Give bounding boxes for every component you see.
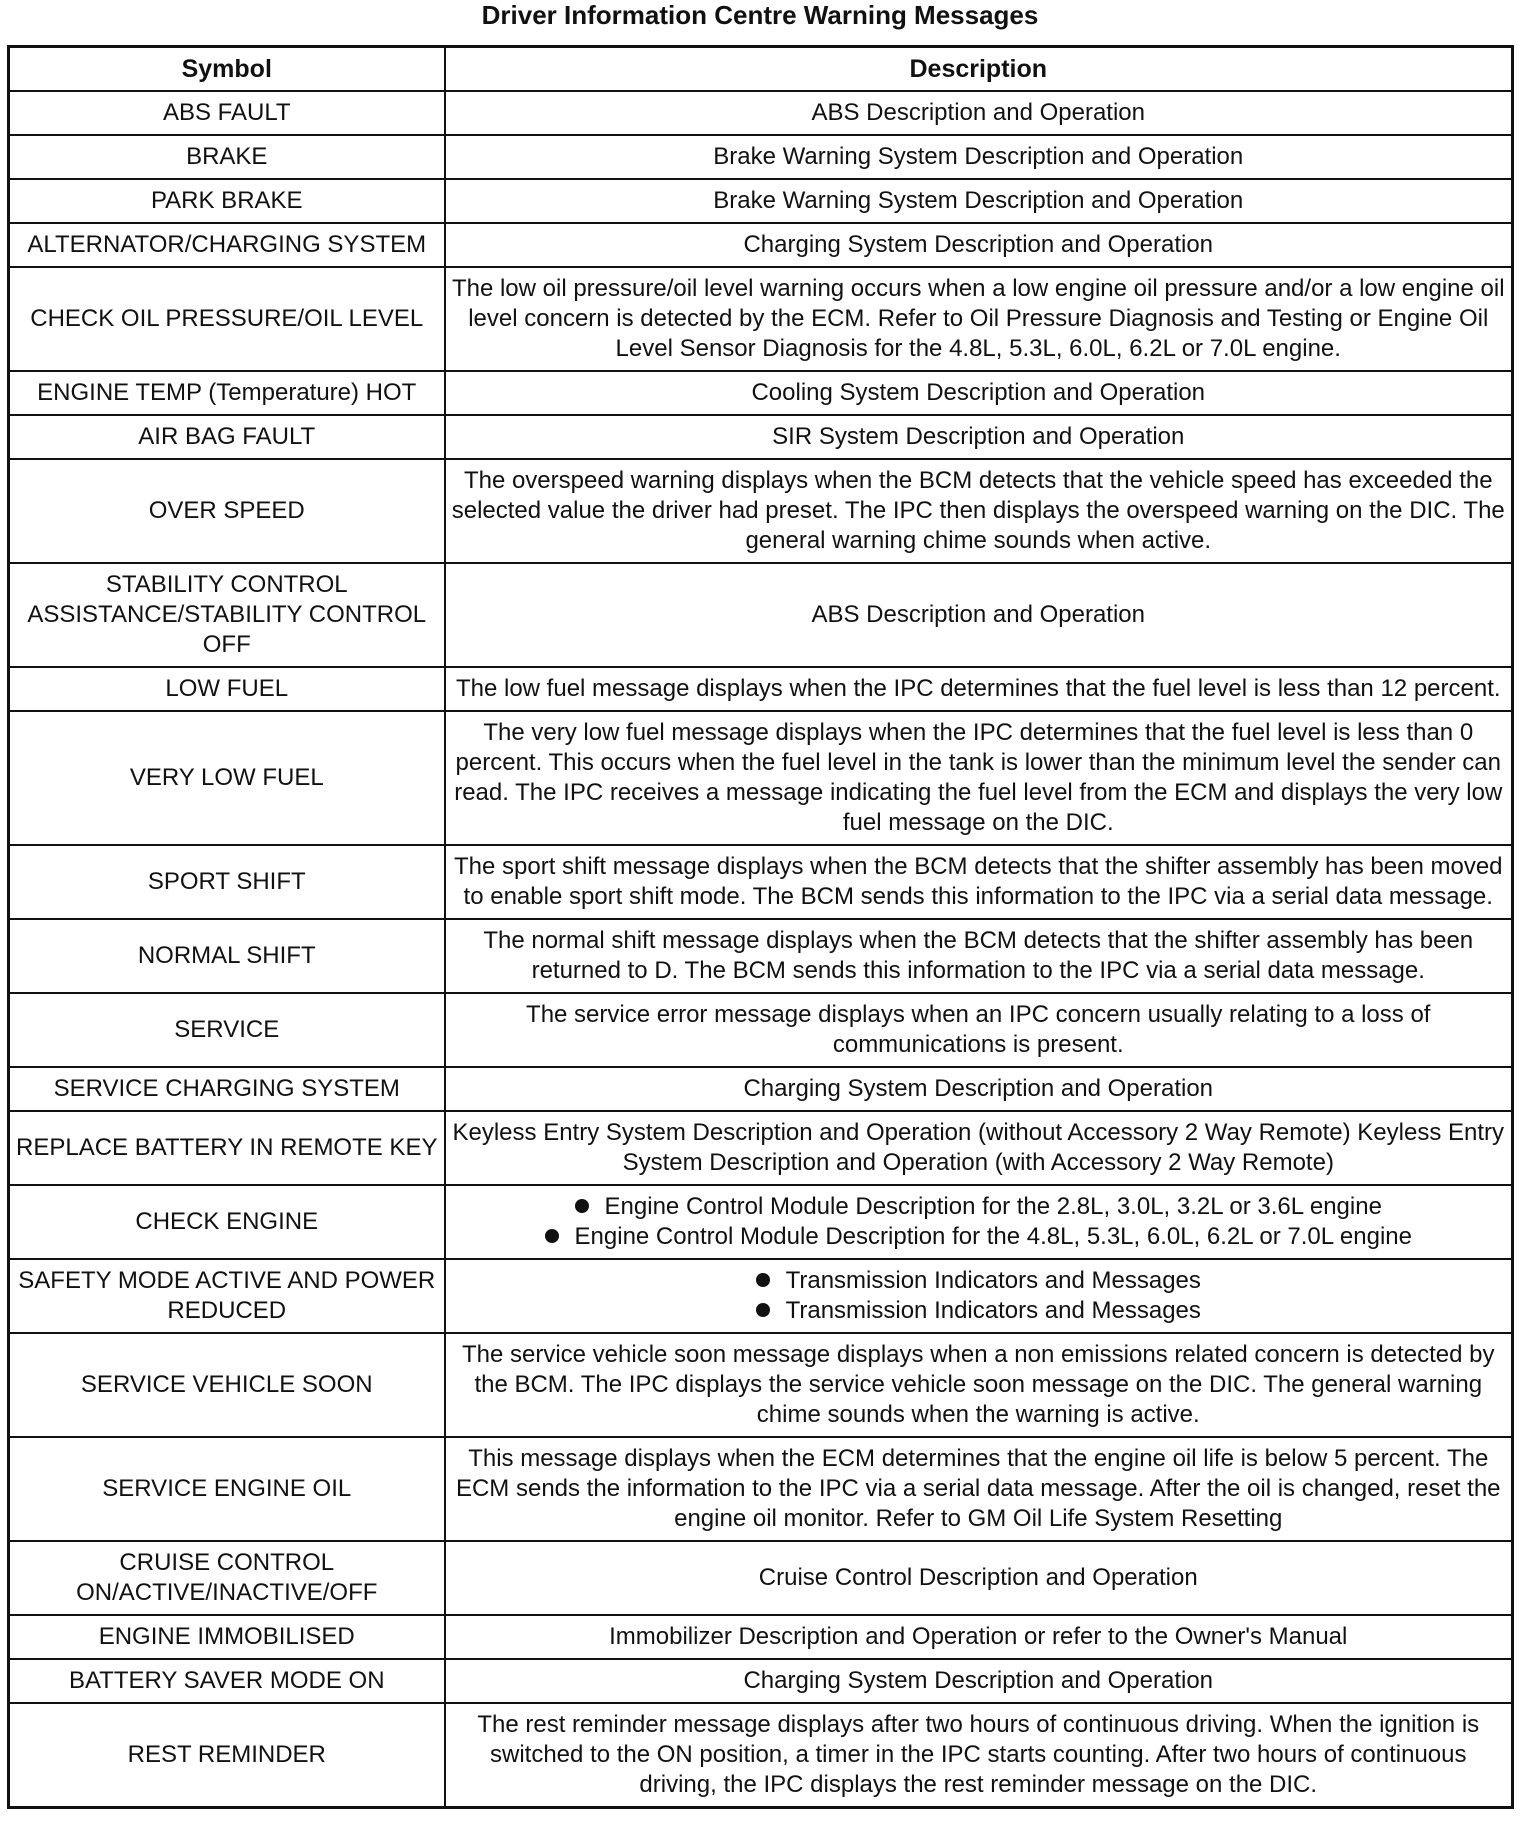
table-row	[9, 845, 1513, 919]
symbol-cell: PARK BRAKE	[9, 179, 445, 223]
bullet-list	[452, 1266, 1506, 1326]
bullet-icon	[756, 1303, 770, 1317]
symbol-cell: ABS FAULT	[9, 91, 445, 135]
table-row	[9, 91, 1513, 135]
table-row	[9, 135, 1513, 179]
symbol-cell: REPLACE BATTERY IN REMOTE KEY	[9, 1111, 445, 1185]
bullet-text: Engine Control Module Description for the 4.8L, 5.3L, 6.0L, 6.2L or 7.0L engine	[574, 1223, 1412, 1250]
table-row	[9, 1659, 1513, 1703]
description-cell	[445, 1259, 1513, 1333]
bullet-text: Transmission Indicators and Messages	[785, 1267, 1201, 1294]
table-row	[9, 1703, 1513, 1808]
description-cell: The low fuel message displays when the IPC determines that the fuel level is less than 12 percent.	[445, 667, 1513, 711]
symbol-cell: ENGINE IMMOBILISED	[9, 1615, 445, 1659]
table-row	[9, 1111, 1513, 1185]
table-row	[9, 919, 1513, 993]
description-cell: Charging System Description and Operation	[445, 1067, 1513, 1111]
symbol-cell: NORMAL SHIFT	[9, 919, 445, 993]
description-cell: This message displays when the ECM determines that the engine oil life is below 5 percent. The ECM sends the information to the IPC via a serial data message. After the oil is changed, reset the engine oil monitor. Refer to GM Oil Life System Resetting	[445, 1437, 1513, 1541]
symbol-cell: STABILITY CONTROL ASSISTANCE/STABILITY CONTROL OFF	[9, 563, 445, 667]
table-row	[9, 1615, 1513, 1659]
symbol-cell: SERVICE VEHICLE SOON	[9, 1333, 445, 1437]
bullet-text: Transmission Indicators and Messages	[785, 1297, 1201, 1324]
bullet-item	[452, 1192, 1506, 1222]
table-row	[9, 179, 1513, 223]
description-cell: The service vehicle soon message displays when a non emissions related concern is detected by the BCM. The IPC displays the service vehicle soon message on the DIC. The general warning chime sounds when the warning is active.	[445, 1333, 1513, 1437]
description-cell: ABS Description and Operation	[445, 91, 1513, 135]
table-row	[9, 563, 1513, 667]
bullet-item	[452, 1296, 1506, 1326]
symbol-cell: SERVICE ENGINE OIL	[9, 1437, 445, 1541]
description-cell	[445, 1185, 1513, 1259]
symbol-cell: CHECK OIL PRESSURE/OIL LEVEL	[9, 267, 445, 371]
bullet-text: Engine Control Module Description for the 2.8L, 3.0L, 3.2L or 3.6L engine	[604, 1193, 1382, 1220]
table-title: Driver Information Centre Warning Messages	[481, 0, 1039, 30]
bullet-item	[452, 1266, 1506, 1296]
bullet-icon	[756, 1273, 770, 1287]
symbol-cell: LOW FUEL	[9, 667, 445, 711]
description-cell: Cooling System Description and Operation	[445, 371, 1513, 415]
description-cell: Charging System Description and Operation	[445, 223, 1513, 267]
symbol-cell: AIR BAG FAULT	[9, 415, 445, 459]
symbol-cell: SERVICE CHARGING SYSTEM	[9, 1067, 445, 1111]
table-row	[9, 667, 1513, 711]
description-cell: Brake Warning System Description and Operation	[445, 179, 1513, 223]
table-row	[9, 711, 1513, 845]
bullet-item	[452, 1222, 1506, 1252]
warning-messages-table	[7, 45, 1514, 1809]
table-row	[9, 1259, 1513, 1333]
table-row	[9, 1541, 1513, 1615]
description-cell: Charging System Description and Operation	[445, 1659, 1513, 1703]
description-cell: The low oil pressure/oil level warning occurs when a low engine oil pressure and/or a low engine oil level concern is detected by the ECM. Refer to Oil Pressure Diagnosis and Testing or Engine Oil Level Sensor Diagnosis for the 4.8L, 5.3L, 6.0L, 6.2L or 7.0L engine.	[445, 267, 1513, 371]
table-row	[9, 993, 1513, 1067]
table-row	[9, 415, 1513, 459]
table-row	[9, 223, 1513, 267]
table-row	[9, 371, 1513, 415]
description-cell: The normal shift message displays when the BCM detects that the shifter assembly has been returned to D. The BCM sends this information to the IPC via a serial data message.	[445, 919, 1513, 993]
table-row	[9, 1333, 1513, 1437]
bullet-list	[452, 1192, 1506, 1252]
symbol-cell: BRAKE	[9, 135, 445, 179]
symbol-cell: VERY LOW FUEL	[9, 711, 445, 845]
description-cell: Keyless Entry System Description and Operation (without Accessory 2 Way Remote) Keyless Entry System Description and Operation (with Accessory 2 Way Remote)	[445, 1111, 1513, 1185]
symbol-cell: REST REMINDER	[9, 1703, 445, 1808]
description-cell: Immobilizer Description and Operation or refer to the Owner's Manual	[445, 1615, 1513, 1659]
symbol-cell: ENGINE TEMP (Temperature) HOT	[9, 371, 445, 415]
symbol-cell: ALTERNATOR/CHARGING SYSTEM	[9, 223, 445, 267]
description-cell: Cruise Control Description and Operation	[445, 1541, 1513, 1615]
description-cell: The rest reminder message displays after two hours of continuous driving. When the ignition is switched to the ON position, a timer in the IPC starts counting. After two hours of continuous driving, the IPC displays the rest reminder message on the DIC.	[445, 1703, 1513, 1808]
header-row	[9, 47, 1513, 92]
header-symbol: Symbol	[9, 47, 445, 92]
description-cell: The overspeed warning displays when the BCM detects that the vehicle speed has exceeded the selected value the driver had preset. The IPC then displays the overspeed warning on the DIC. The general warning chime sounds when active.	[445, 459, 1513, 563]
table-row	[9, 459, 1513, 563]
symbol-cell: BATTERY SAVER MODE ON	[9, 1659, 445, 1703]
description-cell: The sport shift message displays when the BCM detects that the shifter assembly has been moved to enable sport shift mode. The BCM sends this information to the IPC via a serial data message.	[445, 845, 1513, 919]
symbol-cell: CHECK ENGINE	[9, 1185, 445, 1259]
table-row	[9, 267, 1513, 371]
symbol-cell: SAFETY MODE ACTIVE AND POWER REDUCED	[9, 1259, 445, 1333]
table-row	[9, 1437, 1513, 1541]
symbol-cell: OVER SPEED	[9, 459, 445, 563]
description-cell: Brake Warning System Description and Operation	[445, 135, 1513, 179]
description-cell: The very low fuel message displays when the IPC determines that the fuel level is less than 0 percent. This occurs when the fuel level in the tank is lower than the minimum level the sender can read. The IPC receives a message indicating the fuel level from the ECM and displays the very low fuel message on the DIC.	[445, 711, 1513, 845]
description-cell: The service error message displays when an IPC concern usually relating to a loss of communications is present.	[445, 993, 1513, 1067]
bullet-icon	[545, 1229, 559, 1243]
description-cell: ABS Description and Operation	[445, 563, 1513, 667]
symbol-cell: SPORT SHIFT	[9, 845, 445, 919]
bullet-icon	[575, 1199, 589, 1213]
symbol-cell: SERVICE	[9, 993, 445, 1067]
header-description: Description	[445, 47, 1513, 92]
description-cell: SIR System Description and Operation	[445, 415, 1513, 459]
table-body	[9, 91, 1513, 1808]
table-row	[9, 1067, 1513, 1111]
symbol-cell: CRUISE CONTROL ON/ACTIVE/INACTIVE/OFF	[9, 1541, 445, 1615]
table-row	[9, 1185, 1513, 1259]
